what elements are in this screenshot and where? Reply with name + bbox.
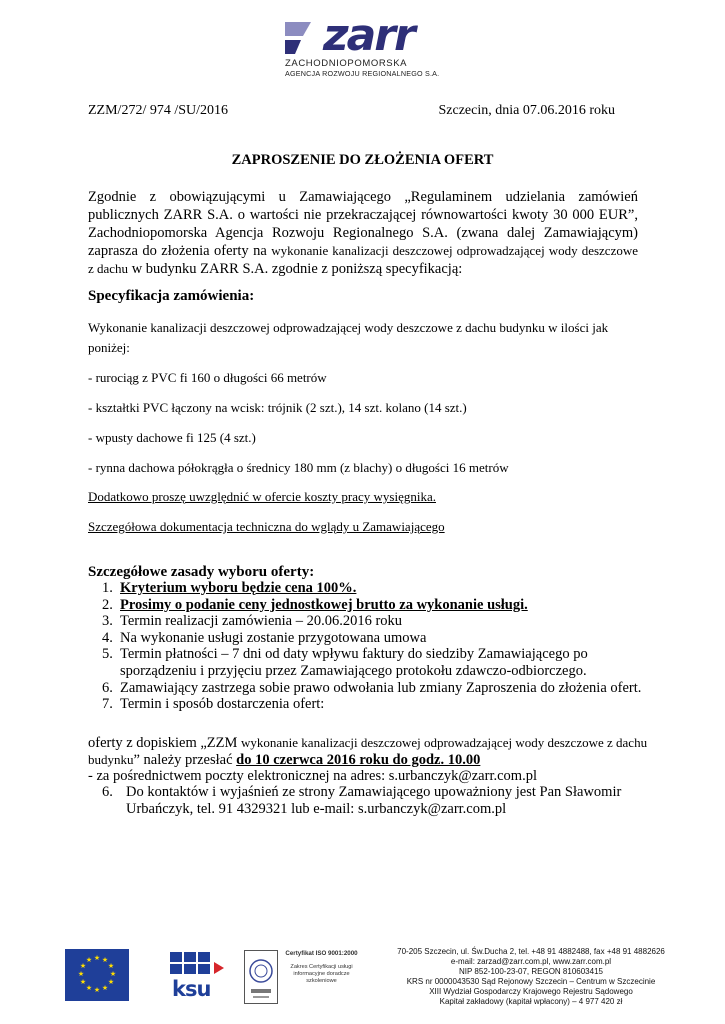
ksu-logo	[168, 950, 232, 1002]
intro-main: Zgodnie z obowiązującymi u Zamawiającego „Regulaminem udzielania zamówień publicznych ZARR S.A. o wartości nie przekraczającej równowartości kwoty 30 000 EUR”, Zachodniopomorska Agencja Rozwoju Regionalnego S.A. (zwana dalej Zamawiającym) zaprasza do złożenia oferty na	[88, 189, 638, 259]
list-item: 1. Kryterium wyboru będzie cena 100%.	[102, 580, 357, 596]
list-item: 3. Termin realizacji zamówienia – 20.06.2016 roku	[102, 613, 403, 630]
address-line: KRS nr 0000043530 Sąd Rejonowy Szczecin – Centrum w Szczecinie	[406, 977, 656, 986]
intro-end: w budynku ZARR S.A. zgodnie z poniższą specyfikacją:	[131, 261, 463, 277]
intro-subject: wykonanie kanalizacji deszczowej odprowadzającej wody deszczowe z dachu	[88, 243, 639, 276]
note-documentation: Szczegółowa dokumentacja techniczna do wglądy u Zamawiającego	[88, 519, 445, 534]
address-line: 70-205 Szczecin, ul. Św.Ducha 2, tel. +48 91 4882488, fax +48 91 4882626	[397, 947, 665, 956]
address-line: Kapitał zakładowy (kapitał wpłacony) – 4 977 420 zł	[439, 997, 623, 1006]
spec-intro: Wykonanie kanalizacji deszczowej odprowadzającej wody deszczowe z dachu budynku w ilości jak poniżej:	[88, 320, 609, 355]
note-additional-costs: Dodatkowo proszę uwzględnić w ofercie koszty pracy wysięgnika.	[88, 489, 436, 504]
ksu-squares-icon	[168, 950, 232, 980]
delivery-paragraph	[88, 735, 648, 785]
cert-title: Certyfikat ISO 9001:2000	[285, 950, 358, 957]
list-item: 6. Zamawiający zastrzega sobie prawo odwołania lub zmiany Zaproszenia do złożenia ofert.	[102, 679, 642, 696]
rules-heading: Szczegółowe zasady wyboru oferty:	[88, 564, 315, 580]
svg-text:★: ★	[85, 956, 93, 964]
list-item: 4. Na wykonanie usługi zostanie przygotowana umowa	[102, 629, 427, 646]
spec-heading: Specyfikacja zamówienia:	[88, 288, 255, 304]
list-item: 5. Termin płatności – 7 dni od daty wpływu faktury do siedziby Zamawiającego po sporządzeniu i przyjęciu przez Zamawiającego protokołu zdawczo-odbiorczego.	[102, 646, 588, 679]
logo-tagline-1: ZACHODNIOPOMORSKA	[285, 58, 408, 69]
list-item: 2. Prosimy o podanie ceny jednostkowej brutto za wykonanie usługi.	[102, 596, 528, 613]
contact-number: 6.	[102, 784, 113, 800]
rule-text: Zamawiający zastrzega sobie prawo odwołania lub zmiany Zaproszenia do złożenia ofert.	[120, 679, 642, 696]
cert-scope: Zakres Certyfikacji usługi informacyjne doradcze szkoleniowe	[290, 963, 353, 984]
rules-list	[88, 580, 648, 713]
logo-wordmark: zarr	[323, 10, 414, 61]
svg-text:★: ★	[79, 962, 87, 970]
eu-flag-icon	[65, 949, 129, 1001]
delivery-deadline: do 10 czerwca 2016 roku do godz. 10.00	[236, 751, 481, 768]
svg-text:★: ★	[101, 984, 109, 992]
rule-text: Prosimy o podanie ceny jednostkowej brutto za wykonanie usługi.	[120, 596, 528, 613]
svg-text:★: ★	[79, 978, 87, 986]
certification-text	[284, 950, 359, 985]
list-item: 7. Termin i sposób dostarczenia ofert:	[102, 696, 325, 713]
svg-text:★: ★	[85, 984, 93, 992]
rule-text: Kryterium wyboru będzie cena 100%.	[120, 580, 357, 596]
company-address	[372, 947, 690, 1007]
certification-seal-icon	[244, 950, 278, 1004]
document-date: Szczecin, dnia 07.06.2016 roku	[438, 103, 615, 118]
intro-paragraph	[88, 188, 638, 278]
contact-paragraph	[88, 784, 648, 818]
delivery-prefix: oferty z dopiskiem „ZZM	[88, 735, 238, 751]
rule-text: Termin płatności – 7 dni od daty wpływu faktury do siedziby Zamawiającego po sporządzeniu i przyjęciu przez Zamawiającego protokołu zdawczo-odbiorczego.	[120, 646, 588, 679]
spec-item: - kształtki PVC łączony na wcisk: trójnik (2 szt.), 14 szt. kolano (14 szt.)	[88, 400, 467, 415]
spec-item: - rurociąg z PVC fi 160 o długości 66 metrów	[88, 370, 327, 385]
svg-text:★: ★	[77, 970, 85, 978]
reference-number: ZZM/272/ 974 /SU/2016	[88, 103, 229, 118]
svg-text:★: ★	[101, 956, 109, 964]
spec-item: - rynna dachowa półokrągła o średnicy 180 mm (z blachy) o długości 16 metrów	[88, 460, 509, 475]
svg-text:★: ★	[93, 986, 101, 994]
zarr-logo-mark-icon	[285, 22, 325, 56]
delivery-subject: wykonanie kanalizacji deszczowej odprowadzającej wody deszczowe z dachu budynku	[88, 735, 648, 767]
ksu-wordmark: ksu	[172, 977, 211, 1001]
svg-text:★: ★	[107, 962, 115, 970]
svg-text:★: ★	[109, 970, 117, 978]
spec-item: - wpusty dachowe fi 125 (4 szt.)	[88, 430, 256, 445]
contact-text: Do kontaktów i wyjaśnień ze strony Zamawiającego upoważniony jest Pan Sławomir Urbańczyk, tel. 91 4329321 lub e-mail: s.urbanczyk@zarr.com.pl	[126, 784, 622, 817]
rule-text: Termin i sposób dostarczenia ofert:	[120, 696, 325, 713]
address-line: NIP 852-100-23-07, REGON 810603415	[459, 967, 603, 976]
rule-text: Termin realizacji zamówienia – 20.06.2016 roku	[120, 613, 403, 630]
address-line: e-mail: zarzad@zarr.com.pl, www.zarr.com.pl	[450, 957, 612, 966]
zarr-logo	[285, 10, 440, 82]
logo-tagline-2: AGENCJA ROZWOJU REGIONALNEGO S.A.	[285, 69, 440, 78]
svg-text:★: ★	[107, 978, 115, 986]
delivery-email-line: - za pośrednictwem poczty elektronicznej na adres: s.urbanczyk@zarr.com.pl	[88, 768, 537, 785]
delivery-mid: ” należy przesłać	[133, 751, 233, 768]
document-title: ZAPROSZENIE DO ZŁOŻENIA OFERT	[231, 152, 494, 168]
rule-text: Na wykonanie usługi zostanie przygotowana umowa	[120, 629, 427, 646]
svg-text:★: ★	[93, 954, 101, 962]
address-line: XIII Wydział Gospodarczy Krajowego Rejestru Sądowego	[429, 987, 633, 996]
